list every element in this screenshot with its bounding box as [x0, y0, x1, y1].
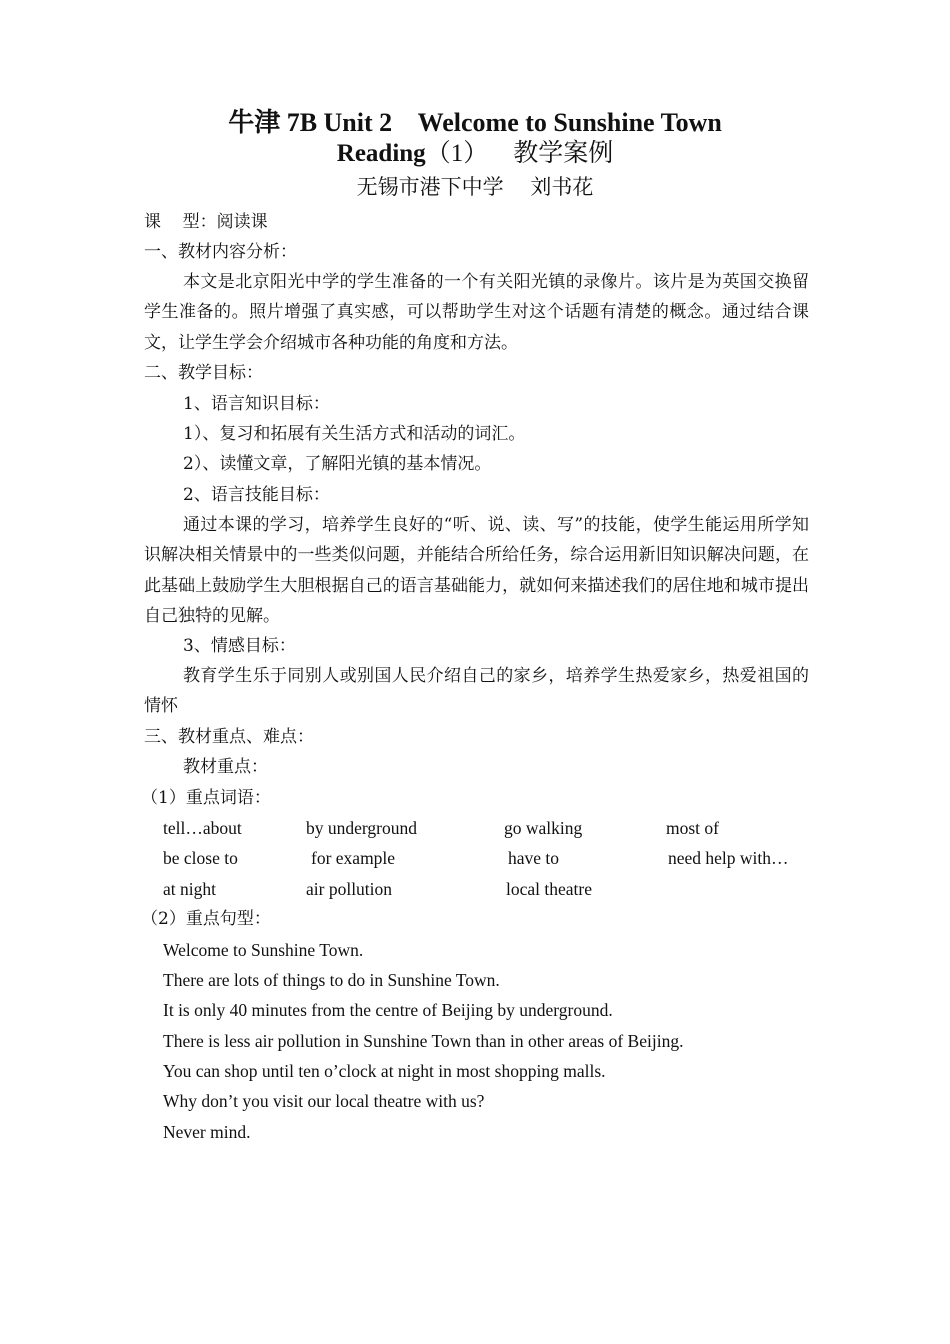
- phrase-item: need help with…: [668, 848, 789, 868]
- sentence-item: It is only 40 minutes from the centre of Beijing by underground.: [163, 1000, 613, 1020]
- sentence-item: Welcome to Sunshine Town.: [163, 940, 364, 960]
- key-points-heading: 教材重点：: [183, 757, 268, 777]
- phrase-item: have to: [508, 848, 560, 868]
- goal3-heading: 3、情感目标：: [183, 636, 296, 656]
- goal2-body: 通过本课的学习，培养学生良好的“听、说、读、写”的技能，使学生能运用所学知识解决相关情景中的一些类似问题，并能结合所给任务，综合运用新旧知识解决问题，在此基础上鼓励学生大胆根据自己的语言基础能力，就如何来描述我们的居住地和城市提出自己独特的见解。: [144, 515, 809, 626]
- phrase-item: go walking: [504, 818, 583, 838]
- phrase-item: tell…about: [163, 818, 242, 838]
- section1-body: 本文是北京阳光中学的学生准备的一个有关阳光镇的录像片。该片是为英国交换留学生准备的。照片增强了真实感，可以帮助学生对这个话题有清楚的概念。通过结合课文，让学生学会介绍城市各种功能的角度和方法。: [144, 272, 809, 353]
- section3-heading: 三、教材重点、难点：: [144, 727, 314, 747]
- phrase-item: be close to: [163, 848, 238, 868]
- subtitle-reading: Reading: [336, 140, 426, 167]
- sentence-item: Why don’t you visit our local theatre with us?: [163, 1091, 485, 1111]
- goal2-heading: 2、语言技能目标：: [183, 485, 330, 505]
- section2-heading: 二、教学目标：: [144, 363, 263, 383]
- sentence-item: There are lots of things to do in Sunshine Town.: [163, 970, 500, 990]
- phrases-label: （1）重点词语：: [141, 788, 271, 808]
- goal1-item-2: 2）、读懂文章，了解阳光镇的基本情况。: [183, 454, 492, 474]
- goal3-body: 教育学生乐于同别人或别国人民介绍自己的家乡，培养学生热爱家乡，热爱祖国的情怀: [144, 666, 809, 717]
- phrase-item: at night: [163, 879, 216, 899]
- phrase-item: local theatre: [506, 879, 592, 899]
- phrase-item: for example: [311, 848, 396, 868]
- goal1-heading: 1、语言知识目标：: [183, 394, 330, 414]
- phrase-item: most of: [666, 818, 719, 838]
- sentence-item: Never mind.: [163, 1122, 251, 1142]
- author-line: 无锡市港下中学 刘书花: [356, 175, 594, 199]
- document-title: 牛津 7B Unit 2 Welcome to Sunshine Town: [228, 108, 722, 137]
- phrase-item: by underground: [306, 818, 417, 838]
- sentence-item: There is less air pollution in Sunshine Town than in other areas of Beijing.: [163, 1031, 684, 1051]
- lesson-type: 课 型：阅读课: [144, 212, 268, 232]
- sentence-item: You can shop until ten o’clock at night in most shopping malls.: [163, 1061, 606, 1081]
- document-subtitle: [0, 137, 950, 171]
- goal1-item-1: 1）、复习和拓展有关生活方式和活动的词汇。: [183, 424, 526, 444]
- subtitle-rest: （1） 教学案例: [425, 140, 614, 167]
- sentences-label: （2）重点句型：: [141, 909, 271, 929]
- phrase-item: air pollution: [306, 879, 393, 899]
- section1-heading: 一、教材内容分析：: [144, 242, 297, 262]
